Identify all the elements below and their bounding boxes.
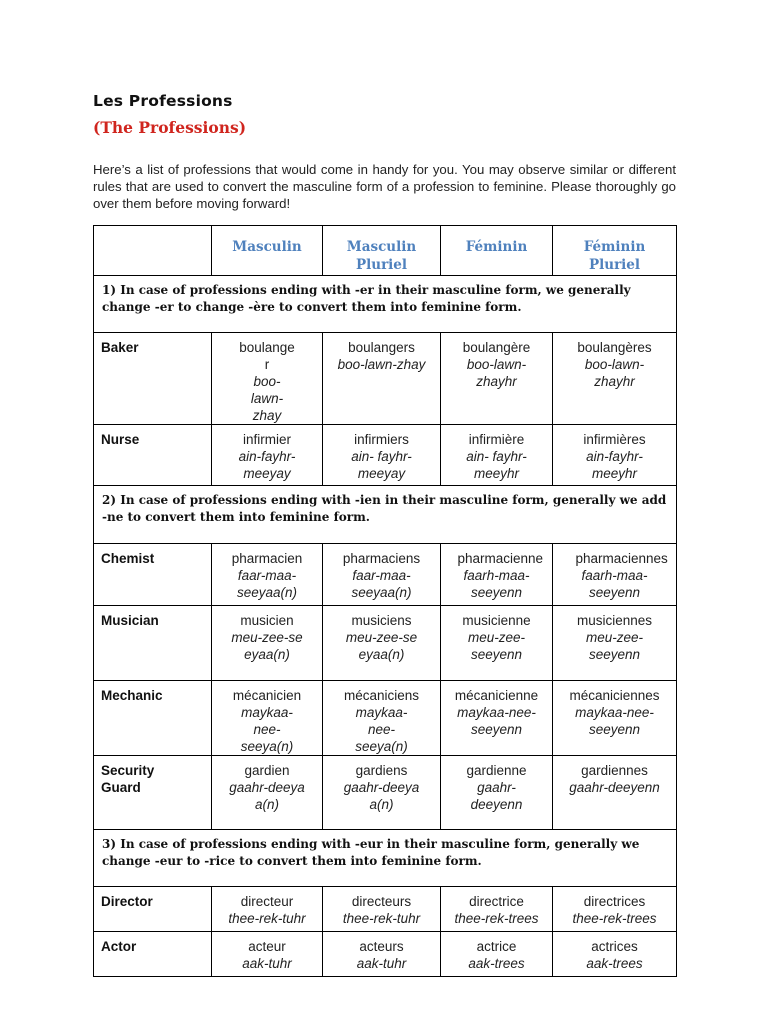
rule-text: 1) In case of professions ending with -er in their masculine form, we generally change -er to change -ère to convert them into feminine form.	[94, 276, 677, 333]
rule-text: 3) In case of professions ending with -eur in their masculine form, generally we change -eur to -rice to convert them into feminine form.	[94, 830, 677, 887]
feminin-cell: musicienne meu-zee-seeyenn	[441, 606, 553, 681]
table-row	[94, 606, 677, 681]
page-title: Les Professions	[93, 92, 233, 110]
feminin-pluriel-cell: actrices aak-trees	[553, 932, 677, 977]
table-row	[94, 756, 677, 830]
masculin-cell: acteur aak-tuhr	[212, 932, 323, 977]
feminin-pluriel-cell: mécaniciennes maykaa-nee-seeyenn	[553, 681, 677, 756]
feminin-pluriel-cell: directrices thee-rek-trees	[553, 887, 677, 932]
header-masculin-pluriel: Masculin Pluriel	[323, 226, 441, 276]
header-feminin: Féminin	[441, 226, 553, 276]
professions-table	[93, 225, 677, 977]
feminin-cell: actrice aak-trees	[441, 932, 553, 977]
row-label: Director	[94, 887, 212, 932]
header-feminin-pluriel: Féminin Pluriel	[553, 226, 677, 276]
rule-row	[94, 276, 677, 333]
rule-text: 2) In case of professions ending with -ien in their masculine form, generally we add -ne to convert them into feminine form.	[94, 486, 677, 544]
table-row	[94, 932, 677, 977]
row-label: Baker	[94, 333, 212, 425]
document-page	[93, 92, 676, 971]
row-label: Nurse	[94, 425, 212, 486]
feminin-cell: boulangère boo-lawn-zhayhr	[441, 333, 553, 425]
table-row	[94, 544, 677, 606]
masculin-cell: musicien meu-zee-seeyaa(n)	[212, 606, 323, 681]
feminin-pluriel-cell: boulangères boo-lawn-zhayhr	[553, 333, 677, 425]
table-row	[94, 425, 677, 486]
feminin-pluriel-cell: gardiennes gaahr-deeyenn	[553, 756, 677, 830]
masculin-pluriel-cell: pharmaciens faar-maa-seeyaa(n)	[323, 544, 441, 606]
feminin-cell: pharmacienne faarh-maa-seeyenn	[441, 544, 553, 606]
header-masculin: Masculin	[212, 226, 323, 276]
page-subtitle: (The Professions)	[93, 118, 247, 137]
masculin-pluriel-cell: gardiens gaahr-deeyaa(n)	[323, 756, 441, 830]
header-row	[94, 226, 677, 276]
feminin-pluriel-cell: pharmaciennes faarh-maa-seeyenn	[553, 544, 677, 606]
row-label: Chemist	[94, 544, 212, 606]
feminin-cell: gardienne gaahr-deeyenn	[441, 756, 553, 830]
intro-paragraph: Here’s a list of professions that would come in handy for you. You may observe similar or different rules that are used to convert the masculine form of a profession to feminine. Please thoroughly go over them before moving forward!	[93, 162, 676, 211]
row-label: Musician	[94, 606, 212, 681]
feminin-cell: directrice thee-rek-trees	[441, 887, 553, 932]
masculin-cell: gardien gaahr-deeyaa(n)	[212, 756, 323, 830]
masculin-cell: pharmacien faar-maa-seeyaa(n)	[212, 544, 323, 606]
feminin-pluriel-cell: infirmières ain-fayhr-meeyhr	[553, 425, 677, 486]
table-row	[94, 681, 677, 756]
masculin-cell: mécanicien maykaa-nee-seeya(n)	[212, 681, 323, 756]
masculin-pluriel-cell: mécaniciens maykaa-nee-seeya(n)	[323, 681, 441, 756]
rule-row	[94, 830, 677, 887]
masculin-pluriel-cell: musiciens meu-zee-seeyaa(n)	[323, 606, 441, 681]
table-row	[94, 887, 677, 932]
masculin-cell: infirmier ain-fayhr-meeyay	[212, 425, 323, 486]
row-label: Mechanic	[94, 681, 212, 756]
masculin-cell: boulanger boo-lawn-zhay	[212, 333, 323, 425]
feminin-pluriel-cell: musiciennes meu-zee-seeyenn	[553, 606, 677, 681]
rule-row	[94, 486, 677, 544]
header-cell-empty	[94, 226, 212, 276]
masculin-pluriel-cell: directeurs thee-rek-tuhr	[323, 887, 441, 932]
feminin-cell: infirmière ain- fayhr-meeyhr	[441, 425, 553, 486]
masculin-cell: directeur thee-rek-tuhr	[212, 887, 323, 932]
masculin-pluriel-cell: infirmiers ain- fayhr-meeyay	[323, 425, 441, 486]
feminin-cell: mécanicienne maykaa-nee-seeyenn	[441, 681, 553, 756]
row-label: Security Guard	[94, 756, 212, 830]
masculin-pluriel-cell: boulangers boo-lawn-zhay	[323, 333, 441, 425]
row-label: Actor	[94, 932, 212, 977]
table-row	[94, 333, 677, 425]
masculin-pluriel-cell: acteurs aak-tuhr	[323, 932, 441, 977]
